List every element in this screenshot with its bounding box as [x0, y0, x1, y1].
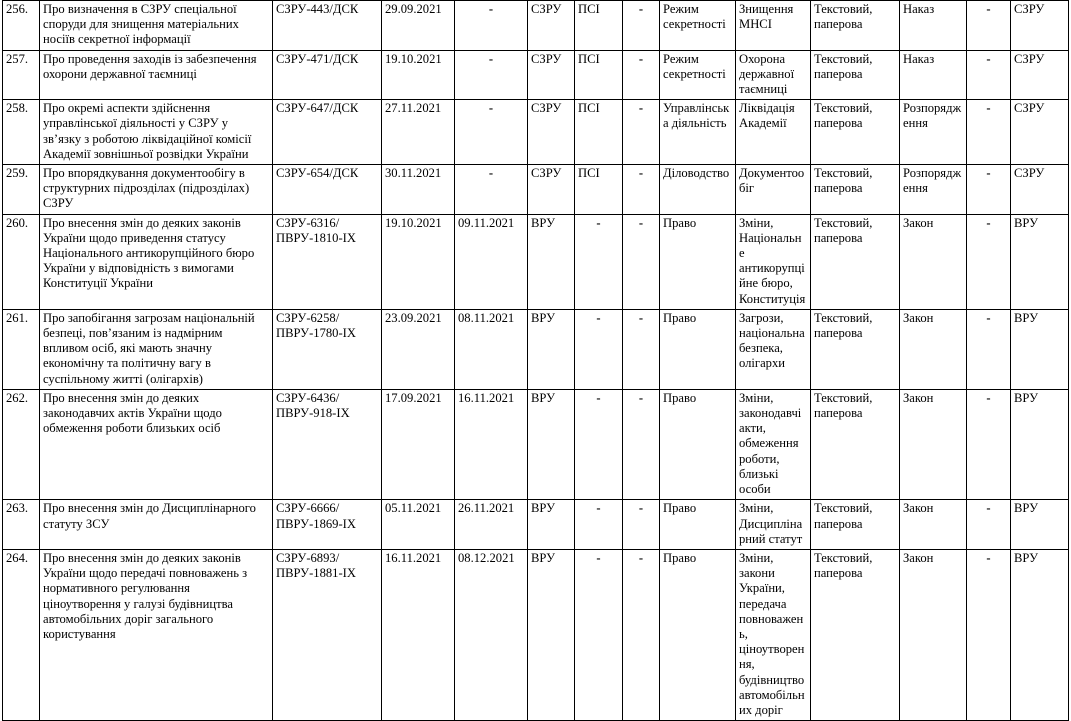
subject-area: Право [660, 214, 736, 309]
registration-date: 29.09.2021 [382, 1, 455, 51]
keywords: Зміни, Дисциплінарний статут [736, 500, 811, 550]
document-type: Закон [900, 309, 967, 389]
table-row [3, 50, 1069, 100]
registration-number: СЗРУ-6436/ПВРУ-918-IX [273, 389, 382, 499]
access-mark: - [575, 309, 623, 389]
subject-area: Право [660, 309, 736, 389]
access-mark: ПСІ [575, 50, 623, 100]
document-title: Про визначення в СЗРУ спеціальної споруди для знищення матеріальних носіїв секретної інформації [40, 1, 273, 51]
adoption-date: 08.11.2021 [455, 309, 528, 389]
adoption-date: - [455, 1, 528, 51]
document-format: Текстовий, паперова [811, 549, 900, 720]
document-format: Текстовий, паперова [811, 100, 900, 165]
document-title: Про окремі аспекти здійснення управлінської діяльності у СЗРУ у зв’язку з роботою ліквідаційної комісії Академії зовнішньої розвідки України [40, 100, 273, 165]
document-type: Наказ [900, 1, 967, 51]
document-title: Про внесення змін до деяких законів України щодо передачі повноважень з нормативного регулювання ціноутворення у галузі будівництва автомобільних доріг загального користування [40, 549, 273, 720]
access-mark: - [575, 549, 623, 720]
registration-date: 17.09.2021 [382, 389, 455, 499]
empty-field: - [623, 214, 660, 309]
author-organization: ВРУ [1011, 214, 1069, 309]
registration-date: 27.11.2021 [382, 100, 455, 165]
registration-number: СЗРУ-6316/ПВРУ-1810-IX [273, 214, 382, 309]
document-title: Про запобігання загрозам національній безпеці, пов’язаним із надмірним впливом осіб, які мають значну економічну та політичну вагу в суспільному житті (олігархів) [40, 309, 273, 389]
document-page [2, 0, 1068, 721]
empty-field: - [967, 50, 1011, 100]
access-mark: ПСІ [575, 165, 623, 215]
subject-area: Управлінська діяльність [660, 100, 736, 165]
document-type: Закон [900, 214, 967, 309]
organization: СЗРУ [528, 50, 575, 100]
registration-number: СЗРУ-6893/ПВРУ-1881-IX [273, 549, 382, 720]
empty-field: - [623, 309, 660, 389]
keywords: Зміни, законодавчі акти, обмеження роботи, близькі особи [736, 389, 811, 499]
adoption-date: - [455, 50, 528, 100]
keywords: Загрози, національна безпека, олігархи [736, 309, 811, 389]
registration-number: СЗРУ-471/ДСК [273, 50, 382, 100]
document-format: Текстовий, паперова [811, 1, 900, 51]
table-row [3, 214, 1069, 309]
document-title: Про внесення змін до деяких законів України щодо приведення статусу Національного антикорупційного бюро України у відповідність з вимогами Конституції України [40, 214, 273, 309]
row-number: 261. [3, 309, 40, 389]
organization: СЗРУ [528, 1, 575, 51]
document-type: Розпорядження [900, 165, 967, 215]
keywords: Зміни, Національне антикорупційне бюро, Конституція [736, 214, 811, 309]
document-type: Закон [900, 549, 967, 720]
subject-area: Право [660, 389, 736, 499]
registration-number: СЗРУ-443/ДСК [273, 1, 382, 51]
author-organization: ВРУ [1011, 500, 1069, 550]
document-format: Текстовий, паперова [811, 50, 900, 100]
document-title: Про внесення змін до Дисциплінарного статуту ЗСУ [40, 500, 273, 550]
document-format: Текстовий, паперова [811, 389, 900, 499]
access-mark: ПСІ [575, 1, 623, 51]
subject-area: Діловодство [660, 165, 736, 215]
author-organization: СЗРУ [1011, 1, 1069, 51]
organization: ВРУ [528, 500, 575, 550]
keywords: Документообіг [736, 165, 811, 215]
table-row [3, 389, 1069, 499]
access-mark: - [575, 214, 623, 309]
empty-field: - [967, 309, 1011, 389]
empty-field: - [623, 549, 660, 720]
registration-date: 30.11.2021 [382, 165, 455, 215]
row-number: 258. [3, 100, 40, 165]
access-mark: - [575, 500, 623, 550]
author-organization: ВРУ [1011, 309, 1069, 389]
registration-date: 19.10.2021 [382, 214, 455, 309]
subject-area: Право [660, 500, 736, 550]
document-format: Текстовий, паперова [811, 214, 900, 309]
registry-table [2, 0, 1069, 721]
row-number: 256. [3, 1, 40, 51]
empty-field: - [967, 389, 1011, 499]
document-type: Закон [900, 500, 967, 550]
adoption-date: 26.11.2021 [455, 500, 528, 550]
access-mark: ПСІ [575, 100, 623, 165]
empty-field: - [623, 50, 660, 100]
empty-field: - [623, 100, 660, 165]
row-number: 260. [3, 214, 40, 309]
organization: ВРУ [528, 389, 575, 499]
registration-number: СЗРУ-647/ДСК [273, 100, 382, 165]
document-type: Закон [900, 389, 967, 499]
organization: ВРУ [528, 549, 575, 720]
empty-field: - [967, 549, 1011, 720]
organization: ВРУ [528, 309, 575, 389]
organization: СЗРУ [528, 165, 575, 215]
document-title: Про внесення змін до деяких законодавчих актів України щодо обмеження роботи близьких осіб [40, 389, 273, 499]
adoption-date: 16.11.2021 [455, 389, 528, 499]
row-number: 264. [3, 549, 40, 720]
subject-area: Режим секретності [660, 1, 736, 51]
keywords: Ліквідація Академії [736, 100, 811, 165]
registration-date: 19.10.2021 [382, 50, 455, 100]
row-number: 262. [3, 389, 40, 499]
adoption-date: 08.12.2021 [455, 549, 528, 720]
organization: СЗРУ [528, 100, 575, 165]
empty-field: - [623, 500, 660, 550]
empty-field: - [967, 500, 1011, 550]
subject-area: Режим секретності [660, 50, 736, 100]
document-format: Текстовий, паперова [811, 165, 900, 215]
empty-field: - [623, 165, 660, 215]
organization: ВРУ [528, 214, 575, 309]
empty-field: - [623, 389, 660, 499]
row-number: 257. [3, 50, 40, 100]
table-row [3, 100, 1069, 165]
adoption-date: - [455, 165, 528, 215]
registration-date: 05.11.2021 [382, 500, 455, 550]
table-row [3, 500, 1069, 550]
author-organization: ВРУ [1011, 549, 1069, 720]
registration-number: СЗРУ-6666/ПВРУ-1869-IX [273, 500, 382, 550]
document-type: Наказ [900, 50, 967, 100]
document-type: Розпорядження [900, 100, 967, 165]
document-format: Текстовий, паперова [811, 500, 900, 550]
row-number: 263. [3, 500, 40, 550]
empty-field: - [967, 214, 1011, 309]
document-format: Текстовий, паперова [811, 309, 900, 389]
author-organization: СЗРУ [1011, 100, 1069, 165]
keywords: Зміни, закони України, передача повноважень, ціноутворення, будівництво автомобільних доріг [736, 549, 811, 720]
registry-rows [3, 1, 1069, 721]
subject-area: Право [660, 549, 736, 720]
registration-number: СЗРУ-6258/ПВРУ-1780-IX [273, 309, 382, 389]
document-title: Про проведення заходів із забезпечення охорони державної таємниці [40, 50, 273, 100]
registration-number: СЗРУ-654/ДСК [273, 165, 382, 215]
adoption-date: - [455, 100, 528, 165]
access-mark: - [575, 389, 623, 499]
adoption-date: 09.11.2021 [455, 214, 528, 309]
row-number: 259. [3, 165, 40, 215]
empty-field: - [623, 1, 660, 51]
author-organization: СЗРУ [1011, 165, 1069, 215]
registration-date: 16.11.2021 [382, 549, 455, 720]
empty-field: - [967, 1, 1011, 51]
empty-field: - [967, 100, 1011, 165]
registration-date: 23.09.2021 [382, 309, 455, 389]
empty-field: - [967, 165, 1011, 215]
table-row [3, 1, 1069, 51]
table-row [3, 309, 1069, 389]
keywords: Знищення МНСІ [736, 1, 811, 51]
document-title: Про впорядкування документообігу в структурних підрозділах (підрозділах) СЗРУ [40, 165, 273, 215]
keywords: Охорона державної таємниці [736, 50, 811, 100]
author-organization: ВРУ [1011, 389, 1069, 499]
table-row [3, 165, 1069, 215]
author-organization: СЗРУ [1011, 50, 1069, 100]
